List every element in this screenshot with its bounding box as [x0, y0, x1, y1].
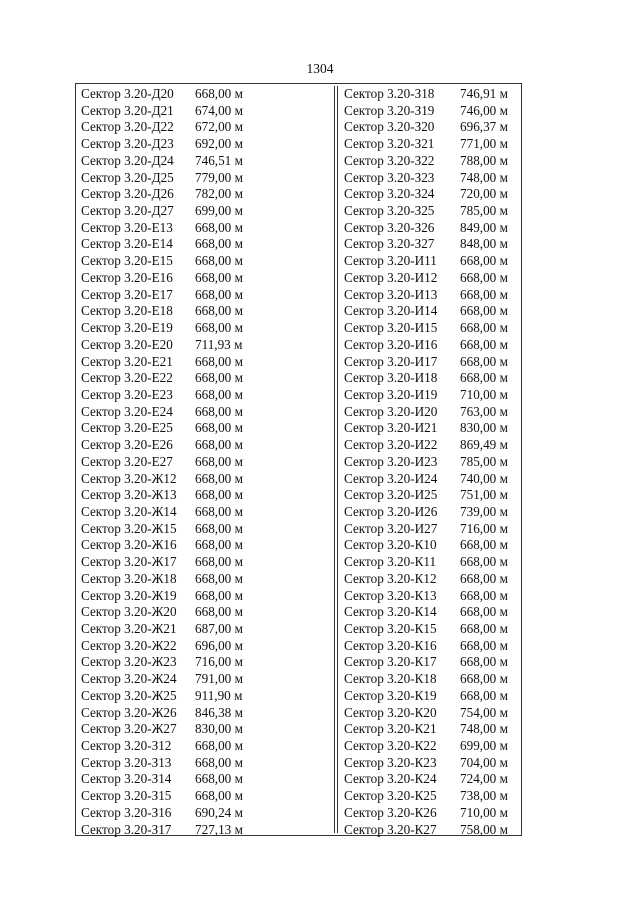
- table-row: [338, 103, 521, 120]
- table-row: [76, 387, 334, 404]
- sector-length: 668,00 м: [460, 286, 508, 302]
- sector-length: 751,00 м: [460, 487, 508, 503]
- sector-name: Сектор 3.20-Д27: [81, 203, 174, 219]
- sector-name: Сектор 3.20-Д25: [81, 169, 174, 185]
- sector-name: Сектор 3.20-И15: [344, 320, 438, 336]
- sector-length: 668,00 м: [460, 637, 508, 653]
- sector-length: 668,00 м: [460, 587, 508, 603]
- sector-name: Сектор 3.20-К10: [344, 537, 437, 553]
- sector-name: Сектор 3.20-Ж22: [81, 637, 177, 653]
- sector-length: 668,00 м: [460, 370, 508, 386]
- table-row: [338, 236, 521, 253]
- table-row: [76, 504, 334, 521]
- sector-name: Сектор 3.20-Е22: [81, 370, 173, 386]
- table-row: [338, 253, 521, 270]
- table-row: [338, 303, 521, 320]
- sector-length: 846,38 м: [195, 704, 243, 720]
- table-row: [76, 755, 334, 772]
- sector-name: Сектор 3.20-И17: [344, 353, 438, 369]
- table-row: [76, 454, 334, 471]
- sector-length: 668,00 м: [195, 236, 243, 252]
- sector-name: Сектор 3.20-Д23: [81, 136, 174, 152]
- table-row: [338, 537, 521, 554]
- sector-name: Сектор 3.20-Ж25: [81, 687, 177, 703]
- sector-length: 869,49 м: [460, 437, 508, 453]
- table-row: [76, 420, 334, 437]
- sector-name: Сектор 3.20-К15: [344, 621, 437, 636]
- table-row: [76, 738, 334, 755]
- sector-length: 739,00 м: [460, 503, 508, 519]
- sector-length: 727,13 м: [195, 821, 243, 837]
- sector-name: Сектор 3.20-И11: [344, 253, 437, 269]
- table-row: [338, 153, 521, 170]
- table-row: [338, 671, 521, 688]
- sector-length: 668,00 м: [195, 554, 243, 570]
- table-row: [76, 621, 334, 638]
- sector-length: 668,00 м: [195, 253, 243, 269]
- sector-length: 668,00 м: [195, 320, 243, 336]
- sector-name: Сектор 3.20-Е16: [81, 269, 173, 285]
- table-row: [76, 554, 334, 571]
- sector-name: Сектор 3.20-И24: [344, 470, 438, 486]
- sector-name: Сектор 3.20-Е25: [81, 420, 173, 436]
- sector-name: Сектор 3.20-И18: [344, 370, 438, 386]
- table-row: [76, 320, 334, 337]
- table-row: [76, 805, 334, 822]
- sector-length: 849,00 м: [460, 219, 508, 235]
- sector-length: 668,00 м: [195, 219, 243, 235]
- sector-name: Сектор 3.20-Ж18: [81, 570, 177, 586]
- sector-length: 668,00 м: [460, 671, 508, 687]
- sector-name: Сектор 3.20-К24: [344, 771, 437, 787]
- table-row: [76, 270, 334, 287]
- sector-name: Сектор 3.20-К11: [344, 554, 437, 570]
- sector-name: Сектор 3.20-Ж20: [81, 604, 177, 620]
- table-row: [76, 654, 334, 671]
- sector-length: 668,00 м: [195, 604, 243, 620]
- sector-length: 692,00 м: [195, 136, 243, 152]
- sector-length: 668,00 м: [460, 654, 508, 670]
- sector-length: 668,00 м: [195, 738, 243, 754]
- sector-length: 668,00 м: [460, 303, 508, 319]
- sector-length: 668,00 м: [195, 269, 243, 285]
- sector-name: Сектор 3.20-Ж17: [81, 554, 177, 570]
- sector-length: 830,00 м: [460, 420, 508, 436]
- table-row: [76, 303, 334, 320]
- table-row: [76, 521, 334, 538]
- table-row: [338, 186, 521, 203]
- sector-length: 668,00 м: [460, 336, 508, 352]
- sector-length: 710,00 м: [460, 386, 508, 402]
- sector-length: 696,37 м: [460, 119, 508, 135]
- sector-length: 668,00 м: [460, 537, 508, 553]
- sector-name: Сектор 3.20-К22: [344, 738, 437, 754]
- sector-name: Сектор 3.20-З14: [81, 771, 172, 787]
- table-row: [338, 387, 521, 404]
- sector-name: Сектор 3.20-И12: [344, 269, 438, 285]
- sector-name: Сектор 3.20-К19: [344, 687, 437, 703]
- table-row: [76, 671, 334, 688]
- sector-length: 710,00 м: [460, 804, 508, 820]
- sector-length: 668,00 м: [195, 503, 243, 519]
- sector-length: 782,00 м: [195, 186, 243, 202]
- table-row: [76, 588, 334, 605]
- sector-name: Сектор 3.20-З19: [344, 102, 435, 118]
- sector-name: Сектор 3.20-З17: [81, 821, 172, 837]
- sector-length: 668,00 м: [195, 437, 243, 453]
- sector-length: 668,00 м: [195, 353, 243, 369]
- table-row: [338, 788, 521, 805]
- sector-name: Сектор 3.20-Ж23: [81, 654, 177, 670]
- table-row: [76, 287, 334, 304]
- sector-name: Сектор 3.20-Д22: [81, 119, 174, 135]
- sector-length: 740,00 м: [460, 470, 508, 486]
- table-row: [338, 471, 521, 488]
- sector-name: Сектор 3.20-К18: [344, 671, 437, 687]
- table-row: [338, 404, 521, 421]
- table-row: [338, 420, 521, 437]
- table-row: [338, 822, 521, 839]
- table-row: [338, 688, 521, 705]
- sector-length: 668,00 м: [460, 320, 508, 336]
- sector-length: 668,00 м: [195, 487, 243, 503]
- table-row: [338, 354, 521, 371]
- sector-length: 771,00 м: [460, 136, 508, 152]
- sector-name: Сектор 3.20-Е21: [81, 353, 173, 369]
- sector-length: 668,00 м: [460, 554, 508, 570]
- sector-name: Сектор 3.20-К12: [344, 570, 437, 586]
- sector-length: 668,00 м: [195, 754, 243, 770]
- sector-name: Сектор 3.20-Д26: [81, 186, 174, 202]
- sector-name: Сектор 3.20-З21: [344, 136, 435, 152]
- sector-name: Сектор 3.20-И20: [344, 403, 438, 419]
- sector-table: [75, 83, 522, 836]
- sector-length: 746,51 м: [195, 152, 243, 168]
- sector-name: Сектор 3.20-Ж12: [81, 470, 177, 486]
- table-row: [76, 236, 334, 253]
- sector-length: 738,00 м: [460, 788, 508, 804]
- table-row: [338, 136, 521, 153]
- table-row: [76, 721, 334, 738]
- table-row: [76, 487, 334, 504]
- sector-name: Сектор 3.20-К26: [344, 804, 437, 820]
- table-row: [338, 370, 521, 387]
- table-row: [76, 86, 334, 103]
- sector-name: Сектор 3.20-К13: [344, 587, 437, 603]
- table-row: [338, 454, 521, 471]
- sector-length: 746,00 м: [460, 102, 508, 118]
- sector-length: 720,00 м: [460, 186, 508, 202]
- sector-name: Сектор 3.20-З22: [344, 152, 435, 168]
- sector-length: 779,00 м: [195, 169, 243, 185]
- sector-length: 830,00 м: [195, 721, 243, 737]
- sector-length: 668,00 м: [460, 570, 508, 586]
- sector-name: Сектор 3.20-И21: [344, 420, 438, 436]
- table-row: [76, 186, 334, 203]
- sector-length: 668,00 м: [195, 370, 243, 386]
- table-row: [338, 437, 521, 454]
- sector-name: Сектор 3.20-З13: [81, 754, 172, 770]
- table-row: [338, 755, 521, 772]
- sector-length: 668,00 м: [195, 788, 243, 804]
- sector-name: Сектор 3.20-Е26: [81, 437, 173, 453]
- sector-length: 748,00 м: [460, 721, 508, 737]
- table-row: [76, 136, 334, 153]
- sector-length: 672,00 м: [195, 119, 243, 135]
- table-row: [76, 153, 334, 170]
- sector-name: Сектор 3.20-Ж27: [81, 721, 177, 737]
- table-row: [76, 705, 334, 722]
- sector-name: Сектор 3.20-К21: [344, 721, 437, 737]
- sector-name: Сектор 3.20-З18: [344, 86, 435, 101]
- table-row: [338, 119, 521, 136]
- sector-name: Сектор 3.20-К14: [344, 604, 437, 620]
- sector-length: 754,00 м: [460, 704, 508, 720]
- sector-length: 711,93 м: [195, 336, 243, 352]
- table-row: [76, 203, 334, 220]
- sector-length: 748,00 м: [460, 169, 508, 185]
- table-row: [76, 370, 334, 387]
- table-row: [338, 738, 521, 755]
- sector-name: Сектор 3.20-Ж14: [81, 503, 177, 519]
- left-column: [76, 86, 335, 837]
- sector-name: Сектор 3.20-Д24: [81, 152, 174, 168]
- table-row: [338, 287, 521, 304]
- table-row: [338, 705, 521, 722]
- table-row: [338, 337, 521, 354]
- table-row: [76, 437, 334, 454]
- sector-name: Сектор 3.20-К16: [344, 637, 437, 653]
- right-column: [338, 86, 521, 837]
- sector-length: 763,00 м: [460, 403, 508, 419]
- sector-length: 668,00 м: [460, 253, 508, 269]
- sector-length: 668,00 м: [195, 86, 243, 101]
- sector-length: 690,24 м: [195, 804, 243, 820]
- table-row: [76, 688, 334, 705]
- table-row: [338, 220, 521, 237]
- table-row: [338, 604, 521, 621]
- sector-name: Сектор 3.20-Е17: [81, 286, 173, 302]
- sector-length: 911,90 м: [195, 687, 243, 703]
- sector-name: Сектор 3.20-И16: [344, 336, 438, 352]
- sector-length: 791,00 м: [195, 671, 243, 687]
- sector-length: 699,00 м: [460, 738, 508, 754]
- table-row: [338, 203, 521, 220]
- sector-name: Сектор 3.20-Е20: [81, 336, 173, 352]
- table-row: [76, 638, 334, 655]
- table-row: [76, 822, 334, 839]
- sector-name: Сектор 3.20-К23: [344, 754, 437, 770]
- table-row: [76, 337, 334, 354]
- table-row: [76, 119, 334, 136]
- table-row: [76, 354, 334, 371]
- table-row: [338, 320, 521, 337]
- sector-length: 724,00 м: [460, 771, 508, 787]
- sector-name: Сектор 3.20-И26: [344, 503, 438, 519]
- sector-name: Сектор 3.20-З24: [344, 186, 435, 202]
- sector-name: Сектор 3.20-Ж19: [81, 587, 177, 603]
- table-row: [338, 487, 521, 504]
- sector-name: Сектор 3.20-Ж24: [81, 671, 177, 687]
- sector-length: 758,00 м: [460, 821, 508, 837]
- sector-name: Сектор 3.20-Ж16: [81, 537, 177, 553]
- table-row: [338, 270, 521, 287]
- table-row: [76, 771, 334, 788]
- table-row: [76, 571, 334, 588]
- sector-length: 785,00 м: [460, 453, 508, 469]
- table-row: [76, 170, 334, 187]
- table-row: [338, 638, 521, 655]
- sector-length: 668,00 м: [460, 269, 508, 285]
- sector-name: Сектор 3.20-Е27: [81, 453, 173, 469]
- sector-name: Сектор 3.20-К20: [344, 704, 437, 720]
- sector-name: Сектор 3.20-И27: [344, 520, 438, 536]
- sector-length: 668,00 м: [460, 621, 508, 636]
- sector-length: 687,00 м: [195, 621, 243, 636]
- table-row: [338, 654, 521, 671]
- sector-name: Сектор 3.20-Ж13: [81, 487, 177, 503]
- sector-length: 668,00 м: [195, 537, 243, 553]
- sector-length: 785,00 м: [460, 203, 508, 219]
- table-row: [76, 537, 334, 554]
- table-row: [338, 571, 521, 588]
- page-number: 1304: [306, 61, 334, 76]
- sector-length: 668,00 м: [195, 520, 243, 536]
- sector-name: Сектор 3.20-К17: [344, 654, 437, 670]
- sector-length: 668,00 м: [195, 420, 243, 436]
- sector-length: 848,00 м: [460, 236, 508, 252]
- sector-name: Сектор 3.20-И23: [344, 453, 438, 469]
- sector-name: Сектор 3.20-З26: [344, 219, 435, 235]
- sector-name: Сектор 3.20-З12: [81, 738, 172, 754]
- sector-length: 674,00 м: [195, 102, 243, 118]
- sector-name: Сектор 3.20-З15: [81, 788, 172, 804]
- sector-name: Сектор 3.20-И19: [344, 386, 438, 402]
- sector-name: Сектор 3.20-З23: [344, 169, 435, 185]
- sector-name: Сектор 3.20-Е13: [81, 219, 173, 235]
- sector-length: 668,00 м: [195, 386, 243, 402]
- table-row: [76, 471, 334, 488]
- sector-name: Сектор 3.20-К27: [344, 821, 437, 837]
- sector-length: 716,00 м: [460, 520, 508, 536]
- sector-name: Сектор 3.20-Е24: [81, 403, 173, 419]
- sector-length: 668,00 м: [195, 453, 243, 469]
- table-row: [76, 103, 334, 120]
- sector-length: 668,00 м: [195, 470, 243, 486]
- table-row: [76, 220, 334, 237]
- sector-length: 668,00 м: [460, 604, 508, 620]
- sector-name: Сектор 3.20-И25: [344, 487, 438, 503]
- sector-length: 788,00 м: [460, 152, 508, 168]
- sector-length: 668,00 м: [460, 687, 508, 703]
- table-row: [338, 521, 521, 538]
- table-row: [76, 253, 334, 270]
- sector-name: Сектор 3.20-Ж26: [81, 704, 177, 720]
- sector-length: 699,00 м: [195, 203, 243, 219]
- table-row: [338, 771, 521, 788]
- sector-length: 696,00 м: [195, 637, 243, 653]
- table-row: [338, 554, 521, 571]
- table-row: [76, 604, 334, 621]
- sector-length: 746,91 м: [460, 86, 508, 101]
- sector-length: 668,00 м: [195, 286, 243, 302]
- sector-name: Сектор 3.20-З20: [344, 119, 435, 135]
- sector-length: 668,00 м: [195, 403, 243, 419]
- sector-length: 668,00 м: [195, 587, 243, 603]
- table-row: [76, 788, 334, 805]
- sector-name: Сектор 3.20-И13: [344, 286, 438, 302]
- sector-name: Сектор 3.20-Е18: [81, 303, 173, 319]
- table-row: [338, 170, 521, 187]
- sector-length: 716,00 м: [195, 654, 243, 670]
- table-row: [338, 805, 521, 822]
- sector-name: Сектор 3.20-З16: [81, 804, 172, 820]
- sector-length: 668,00 м: [460, 353, 508, 369]
- sector-name: Сектор 3.20-И22: [344, 437, 438, 453]
- sector-name: Сектор 3.20-К25: [344, 788, 437, 804]
- sector-length: 704,00 м: [460, 754, 508, 770]
- sector-name: Сектор 3.20-Е19: [81, 320, 173, 336]
- sector-name: Сектор 3.20-Е23: [81, 386, 173, 402]
- sector-length: 668,00 м: [195, 303, 243, 319]
- table-row: [338, 504, 521, 521]
- sector-name: Сектор 3.20-Ж15: [81, 520, 177, 536]
- sector-name: Сектор 3.20-Д21: [81, 102, 174, 118]
- sector-name: Сектор 3.20-З27: [344, 236, 435, 252]
- sector-name: Сектор 3.20-И14: [344, 303, 438, 319]
- table-row: [338, 721, 521, 738]
- table-row: [338, 588, 521, 605]
- table-row: [338, 86, 521, 103]
- sector-name: Сектор 3.20-Е15: [81, 253, 173, 269]
- table-row: [338, 621, 521, 638]
- sector-name: Сектор 3.20-Ж21: [81, 621, 177, 636]
- sector-name: Сектор 3.20-З25: [344, 203, 435, 219]
- sector-length: 668,00 м: [195, 771, 243, 787]
- table-row: [76, 404, 334, 421]
- sector-length: 668,00 м: [195, 570, 243, 586]
- sector-name: Сектор 3.20-Д20: [81, 86, 174, 101]
- sector-name: Сектор 3.20-Е14: [81, 236, 173, 252]
